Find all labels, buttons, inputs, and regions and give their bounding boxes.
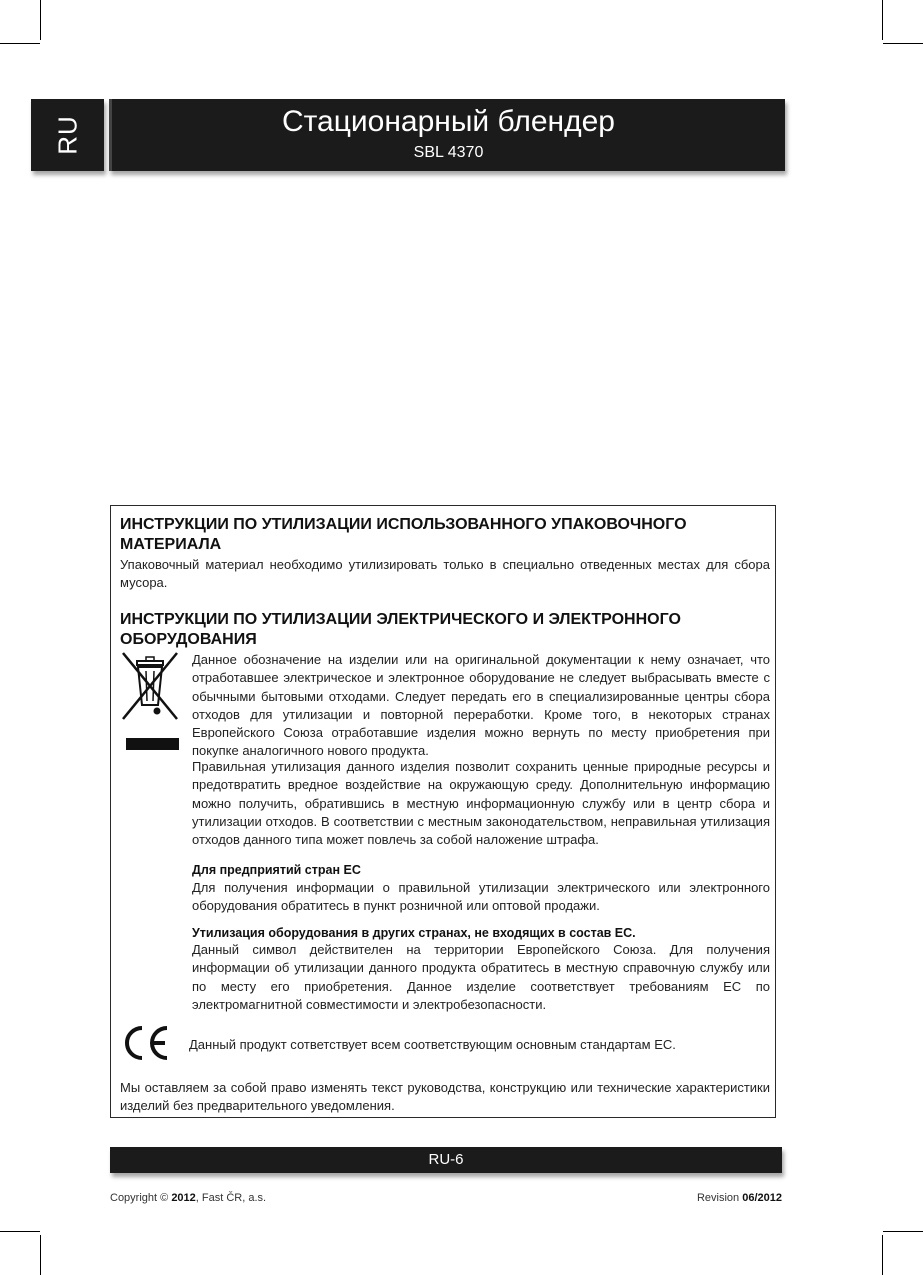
packaging-heading-line2: МАТЕРИАЛА [120, 536, 222, 553]
crop-mark [0, 1231, 40, 1232]
weee-paragraph-2: Правильная утилизация данного изделия позволит сохранить ценные природные ресурсы и предотвратить вредное воздействие на окружающую среду. Дополнительную информацию можно получить, обратившись в местную информационную службу или в центр сбора и утилизации отходов. В соответствии с местным законодательством, неправильная утилизация отходов данного типа может повлечь за собой наложение штрафа. [192, 759, 770, 848]
crop-mark [883, 43, 923, 44]
disclaimer-text: Мы оставляем за собой право изменять текст руководства, конструкцию или технические характеристики изделий без предварительного уведомления. [120, 1080, 770, 1114]
electrical-heading-line1: ИНСТРУКЦИИ ПО УТИЛИЗАЦИИ ЭЛЕКТРИЧЕСКОГО И ЭЛЕКТРОННОГО [120, 611, 681, 628]
revision-notice [697, 1192, 782, 1204]
crop-mark [882, 0, 883, 40]
crossed-bin-icon [119, 649, 181, 724]
copyright-notice [110, 1192, 266, 1204]
eu-business-text: Для получения информации о правильной утилизации электрического или электронного оборудования обратитесь в пункт розничной или оптовой продажи. [192, 880, 770, 914]
electrical-heading-line2: ОБОРУДОВАНИЯ [120, 631, 257, 648]
weee-paragraph-1: Данное обозначение на изделии или на оригинальной документации к нему означает, что отработавшее электрическое и электронное оборудование не следует выбрасывать вместе с обычными бытовыми отходами. Следует передать его в специализированные центры сбора отходов для утилизации и повторной переработки. Кроме того, в некоторых странах Европейского Союза отработавшие изделия можно вернуть по месту приобретения при покупке аналогичного нового продукта. [192, 652, 770, 759]
non-eu-text: Данный символ действителен на территории Европейского Союза. Для получения информации об утилизации данного продукта обратитесь в местную справочную службу или по месту его приобретения. Данное изделие соответствует требованиям ЕС по электромагнитной совместимости и электробезопасности. [192, 942, 770, 1012]
copyright-year: 2012 [171, 1192, 196, 1204]
disposal-instructions-box [110, 505, 776, 1118]
page-number: RU-6 [428, 1151, 464, 1168]
packaging-heading-line1: ИНСТРУКЦИИ ПО УТИЛИЗАЦИИ ИСПОЛЬЗОВАННОГО УПАКОВОЧНОГО [120, 516, 687, 533]
packaging-text: Упаковочный материал необходимо утилизировать только в специально отведенных местах для сбора мусора. [120, 557, 770, 591]
title-bar [109, 99, 785, 171]
page-number-bar [110, 1147, 782, 1173]
model-number: SBL 4370 [413, 144, 484, 161]
eu-business-heading: Для предприятий стран ЕС [192, 863, 361, 877]
crop-mark [883, 1231, 923, 1232]
non-eu-heading: Утилизация оборудования в других странах, не входящих в состав ЕС. [192, 926, 636, 940]
page-title: Стационарный блендер [281, 105, 615, 138]
ce-mark-icon [120, 1024, 170, 1062]
crop-mark [882, 1235, 883, 1275]
electrical-heading [120, 610, 760, 650]
crop-mark [40, 1235, 41, 1275]
weee-solid-bar [126, 738, 179, 750]
crop-mark [0, 43, 40, 44]
ce-statement: Данный продукт сответствует всем соответствующим основным стандартам ЕС. [189, 1037, 676, 1052]
language-code: RU [52, 115, 82, 155]
language-tab [31, 99, 104, 171]
copyright-prefix: Copyright © [110, 1192, 169, 1204]
revision-value: 06/2012 [742, 1192, 782, 1204]
copyright-company: , Fast ČR, a.s. [195, 1192, 267, 1204]
packaging-heading [120, 515, 760, 555]
crop-mark [40, 0, 41, 40]
revision-label: Revision [696, 1192, 740, 1204]
